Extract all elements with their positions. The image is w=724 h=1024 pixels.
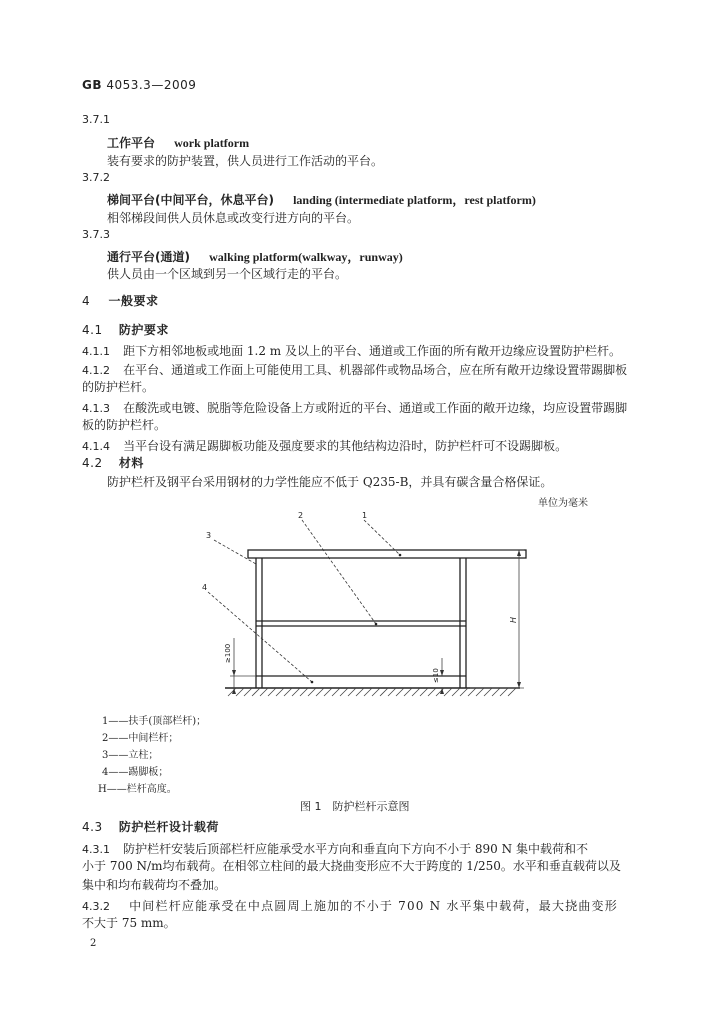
leader-1-dot [399,554,402,557]
clause-number: 4.3.2 [82,900,110,913]
clause-4-1-2-continued: 的防护栏杆。 [82,380,155,394]
term-en: work platform [174,136,250,150]
section-4-heading [82,292,158,309]
label-4: 4 [202,583,208,592]
term-cn: 梯间平台(中间平台，休息平台) [107,193,274,207]
legend-item-h: H——栏杆高度。 [98,784,177,795]
dim-h-arrow-top [517,550,521,556]
legend-item-3: 3——立柱； [102,750,159,761]
dim-h-label: H [509,616,518,623]
term-cn: 工作平台 [107,136,156,150]
section-4-2-heading [82,454,144,471]
clause-4-2-text: 防护栏杆及钢平台采用钢材的力学性能应不低于 Q235-B，并具有碳含量合格保证。 [107,475,553,489]
clause-text: 中间栏杆应能承受在中点圆周上施加的不小于 700 N 水平集中载荷，最大挠曲变形 [129,899,618,913]
clause-4-1-3 [82,397,627,416]
clause-4-1-2 [82,359,627,378]
ground-hatching [228,688,516,696]
clause-3-7-1-term [107,132,249,151]
clause-3-7-2-definition: 相邻梯段间供人员休息或改变行进方向的平台。 [107,211,360,225]
clause-number: 4.1.4 [82,440,110,453]
leader-3 [214,540,256,564]
clause-number: 4.1.2 [82,364,110,377]
section-4-1-heading [82,321,169,338]
standard-code: GB [82,78,102,92]
section-title: 一般要求 [108,294,159,308]
label-2: 2 [298,511,304,520]
unit-note: 单位为毫米 [538,498,588,509]
clause-3-7-3-number: 3.7.3 [82,228,110,241]
leader-4-dot [311,681,314,684]
clause-3-7-3-definition: 供人员由一个区域到另一个区域行走的平台。 [107,267,348,281]
clause-4-3-1-continued-1: 小于 700 N/m均布载荷。在相邻立柱间的最大挠曲变形应不大于跨度的 1/250。水平和垂直载荷以及 [82,859,621,873]
section-number: 4.2 [82,456,103,470]
dim-toe-arrow-top [232,670,236,676]
clause-3-7-2-number: 3.7.2 [82,171,110,184]
dim-gap-label: ≤10 [432,668,440,683]
clause-4-3-1-continued-2: 集中和均布载荷均不叠加。 [82,878,227,892]
term-en: walking platform(walkway，runway) [209,250,403,264]
clause-4-1-1 [82,340,621,359]
dim-gap-arrow-top [440,670,444,676]
label-3: 3 [206,531,212,540]
clause-number: 4.1.3 [82,402,110,415]
clause-4-1-4 [82,435,567,454]
clause-3-7-3-term [107,246,403,265]
figure-caption: 图 1 防护栏杆示意图 [300,800,410,813]
leader-4 [208,592,312,682]
leader-2-dot [375,623,378,626]
clause-3-7-1-number: 3.7.1 [82,113,110,126]
handrail-shape [248,550,526,558]
clause-text: 当平台设有满足踢脚板功能及强度要求的其他结构边沿时，防护栏杆可不设踢脚板。 [123,439,568,453]
clause-text: 距下方相邻地板或地面 1.2 m 及以上的平台、通道或工作面的所有敞开边缘应设置防护栏杆。 [123,344,622,358]
section-title: 防护栏杆设计载荷 [118,820,219,834]
legend-item-2: 2——中间栏杆； [102,733,179,744]
clause-text: 在酸洗或电镀、脱脂等危险设备上方或附近的平台、通道或工作面的敞开边缘，均应设置带踢脚 [123,401,628,415]
leader-2 [302,520,376,624]
clause-text: 防护栏杆安装后顶部栏杆应能承受水平方向和垂直向下方向不小于 890 N 集中载荷和不 [123,842,588,856]
legend-item-1: 1——扶手(顶部栏杆)； [102,716,207,727]
clause-text: 在平台、通道或工作面上可能使用工具、机器部件或物品场合，应在所有敞开边缘设置带踢脚板 [123,363,628,377]
clause-number: 4.3.1 [82,843,110,856]
standard-number: 4053.3—2009 [106,78,197,92]
clause-number: 4.1.1 [82,345,110,358]
clause-4-3-2-continued: 不大于 75 mm。 [82,916,176,930]
clause-3-7-1-definition: 装有要求的防护装置，供人员进行工作活动的平台。 [107,154,384,168]
standard-header [82,78,196,92]
section-number: 4.1 [82,323,103,337]
section-title: 材料 [118,456,144,470]
section-number: 4.3 [82,820,103,834]
dim-toe-label: ≥100 [224,643,232,663]
section-title: 防护要求 [118,323,169,337]
page-number: 2 [90,938,97,949]
dim-h-arrow-bottom [517,682,521,688]
label-1: 1 [362,511,368,520]
term-cn: 通行平台(通道) [107,250,190,264]
clause-3-7-2-term [107,189,536,208]
clause-4-3-2 [82,895,618,914]
section-number: 4 [82,294,91,308]
clause-4-3-1 [82,838,588,857]
term-en: landing (intermediate platform，rest platform) [293,193,536,207]
section-4-3-heading [82,818,219,835]
clause-4-1-3-continued: 板的防护栏杆。 [82,418,167,432]
guardrail-diagram [190,508,550,706]
legend-item-4: 4——踢脚板； [102,767,169,778]
